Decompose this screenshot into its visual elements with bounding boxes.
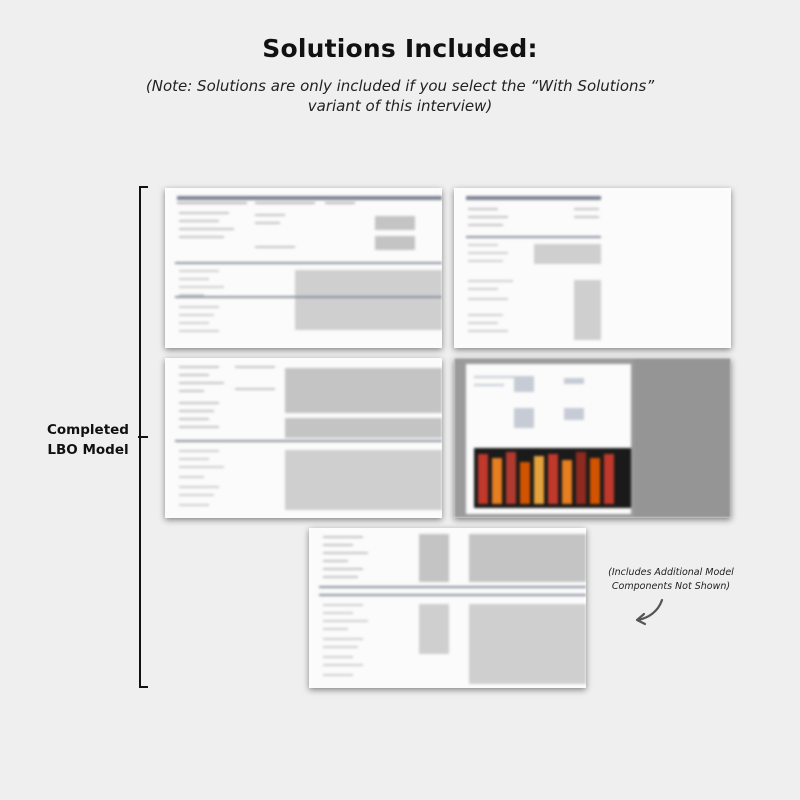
spreadsheet-image <box>165 188 442 348</box>
model-bracket <box>138 186 148 688</box>
spreadsheet-image <box>309 528 586 688</box>
lbo-model-screenshot-5 <box>309 528 586 688</box>
additional-components-note: (Includes Additional Model Components Not Shown) <box>608 567 734 592</box>
lbo-model-screenshot-2 <box>454 188 731 348</box>
chart-sheet-image <box>454 358 731 518</box>
lbo-model-screenshot-1 <box>165 188 442 348</box>
lbo-model-screenshot-4 <box>454 358 731 518</box>
solutions-note: (Note: Solutions are only included if you select the “With Solutions” variant of this interview) <box>145 77 655 115</box>
spreadsheet-image <box>165 358 442 518</box>
spreadsheet-image <box>454 188 731 348</box>
curved-arrow-icon <box>630 596 670 626</box>
lbo-model-screenshot-3 <box>165 358 442 518</box>
model-label: Completed LBO Model <box>47 422 129 458</box>
page-title: Solutions Included: <box>262 34 538 63</box>
